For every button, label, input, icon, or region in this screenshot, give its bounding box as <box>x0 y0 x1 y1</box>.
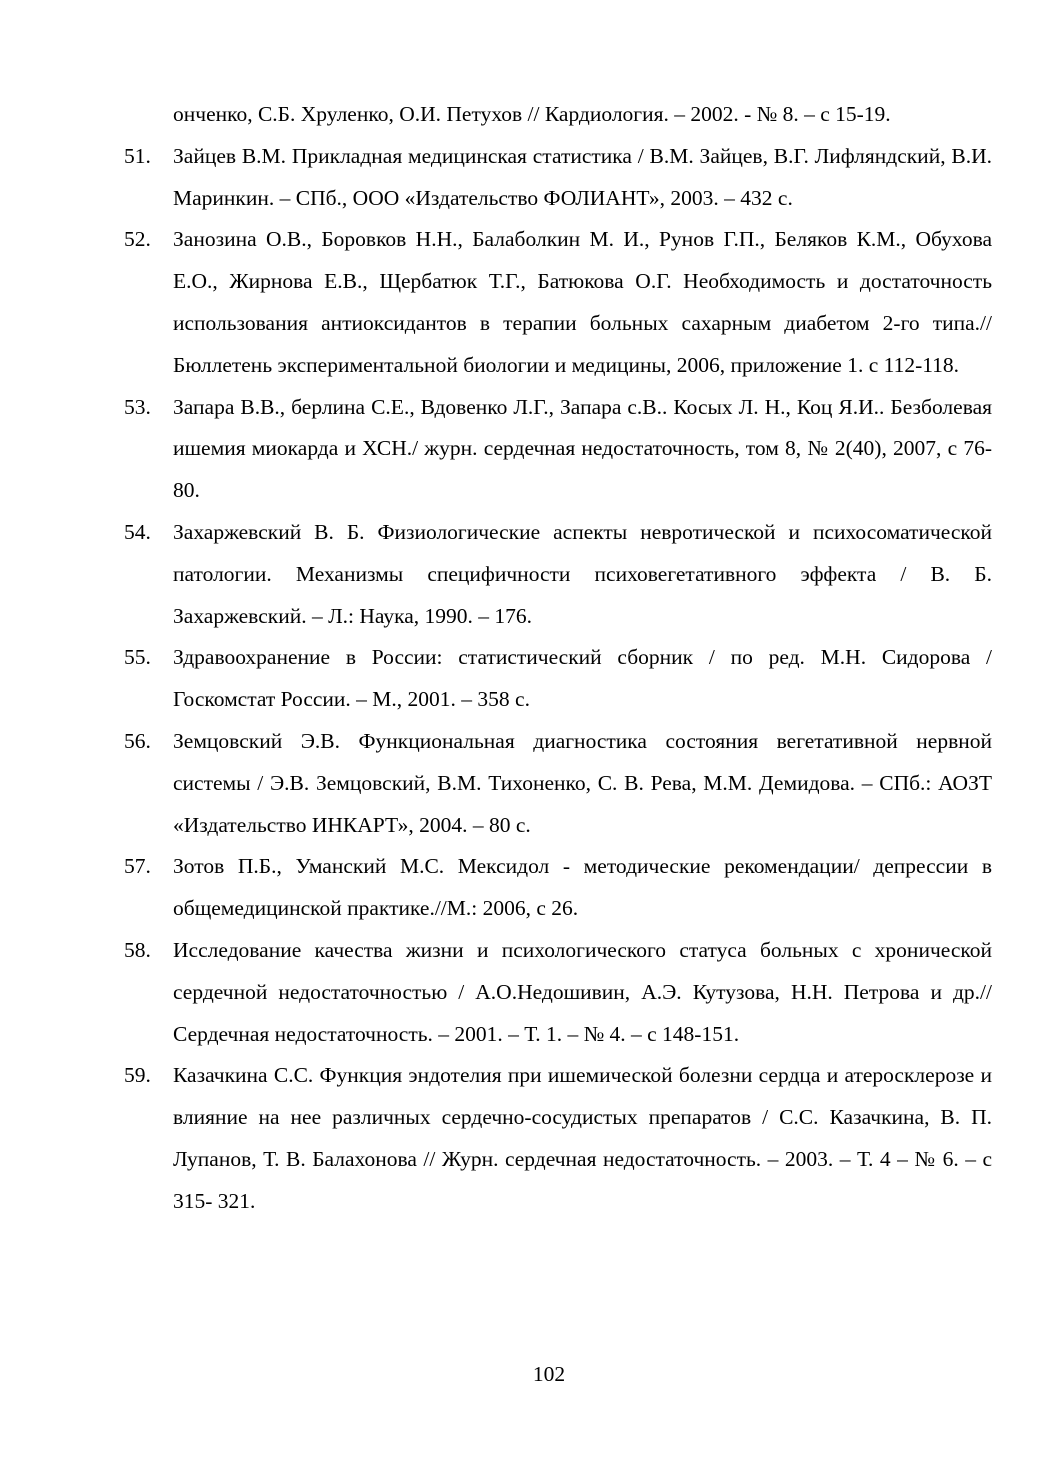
reference-text: Казачкина С.С. Функция эндотелия при ишемической болезни сердца и атеросклерозе и влияние на нее различных сердечно-сосудистых препаратов / С.С. Казачкина, В. П. Лупанов, Т. В. Балахонова // Журн. сердечная недостаточность. – 2003. – Т. 4 – № 6. – с 315- 321. <box>173 1063 992 1213</box>
reference-text: Исследование качества жизни и психологического статуса больных с хронической сердечной недостаточностью / А.О.Недошивин, А.Э. Кутузова, Н.Н. Петрова и др.// Сердечная недостаточность. – 2001. – Т. 1. – № 4. – с 148-151. <box>173 937 992 1046</box>
reference-number: 55. <box>124 645 151 670</box>
reference-number: 59. <box>124 1063 151 1088</box>
reference-item <box>124 930 992 1055</box>
reference-number: 54. <box>124 519 151 544</box>
reference-item <box>124 136 992 220</box>
reference-text: Зайцев В.М. Прикладная медицинская статистика / В.М. Зайцев, В.Г. Лифляндский, В.И. Маринкин. – СПб., ООО «Издательство ФОЛИАНТ», 2003. – 432 с. <box>173 143 992 210</box>
reference-list <box>124 94 992 1223</box>
reference-number: 56. <box>124 728 151 753</box>
reference-item <box>124 721 992 846</box>
reference-text: Захаржевский В. Б. Физиологические аспекты невротической и психосоматической патологии. Механизмы специфичности психовегетативного эффекта / В. Б. Захаржевский. – Л.: Наука, 1990. – 176. <box>173 519 992 628</box>
reference-number: 51. <box>124 143 151 168</box>
reference-text: Здравоохранение в России: статистический сборник / по ред. М.Н. Сидорова / Госкомстат России. – М., 2001. – 358 с. <box>173 645 992 712</box>
reference-text: Земцовский Э.В. Функциональная диагностика состояния вегетативной нервной системы / Э.В. Земцовский, В.М. Тихоненко, С. В. Рева, М.М. Демидова. – СПб.: АОЗТ «Издательство ИНКАРТ», 2004. – 80 с. <box>173 728 992 837</box>
reference-number: 52. <box>124 227 151 252</box>
reference-text: онченко, С.Б. Хруленко, О.И. Петухов // Кардиология. – 2002. - № 8. – с 15-19. <box>173 102 891 126</box>
reference-text: Запара В.В., берлина С.Е., Вдовенко Л.Г., Запара с.В.. Косых Л. Н., Коц Я.И.. Безболевая ишемия миокарда и ХСН./ журн. сердечная недостаточность, том 8, № 2(40), 2007, с 76-80. <box>173 394 992 503</box>
reference-text: Занозина О.В., Боровков Н.Н., Балаболкин М. И., Рунов Г.П., Беляков К.М., Обухова Е.О., Жирнова Е.В., Щербатюк Т.Г., Батюкова О.Г. Необходимость и достаточность использования антиоксидантов в терапии больных сахарным диабетом 2-го типа.// Бюллетень экспериментальной биологии и медицины, 2006, приложение 1. с 112-118. <box>173 227 992 377</box>
reference-number: 53. <box>124 394 151 419</box>
reference-item <box>124 512 992 637</box>
reference-text: Зотов П.Б., Уманский М.С. Мексидол - методические рекомендации/ депрессии в общемедицинской практике.//М.: 2006, с 26. <box>173 854 992 921</box>
page-number: 102 <box>532 1362 566 1386</box>
reference-item <box>124 219 992 386</box>
reference-item <box>124 387 992 512</box>
reference-item <box>124 637 992 721</box>
reference-item <box>124 1055 992 1222</box>
reference-item <box>124 846 992 930</box>
reference-number: 58. <box>124 937 151 962</box>
reference-item <box>124 94 992 136</box>
reference-number: 57. <box>124 854 151 879</box>
